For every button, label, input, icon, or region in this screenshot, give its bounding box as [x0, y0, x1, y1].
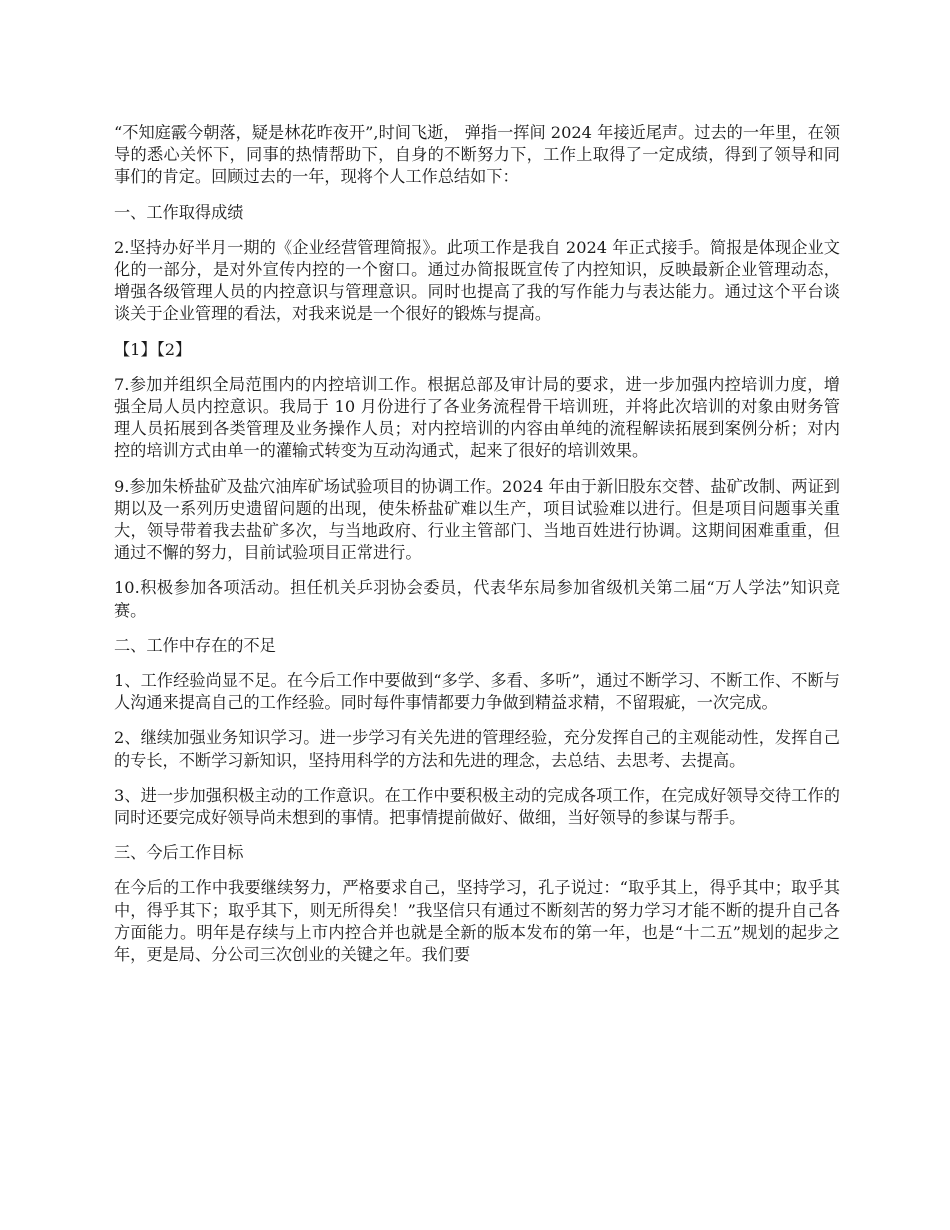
- paragraph-goals: 在今后的工作中我要继续努力，严格要求自己，坚持学习，孔子说过：“取乎其上，得乎其中；取乎其中，得乎其下；取乎其下，则无所得矣！”我坚信只有通过不断刻苦的努力学习才能不断的提升自己各方面能力。明年是存续与上市内控合并也就是全新的版本发布的第一年，也是“十二五”规划的起步之年，更是局、分公司三次创业的关键之年。我们要: [114, 878, 840, 965]
- paragraph-item-9: 9.参加朱桥盐矿及盐穴油库矿场试验项目的协调工作。2024 年由于新旧股东交替、盐矿改制、两证到期以及一系列历史遗留问题的出现，使朱桥盐矿难以生产，项目试验难以进行。但是项目问题事关重大，领导带着我去盐矿多次，与当地政府、行业主管部门、当地百姓进行协调。这期间困难重重，但通过不懈的努力，目前试验项目正常进行。: [114, 476, 840, 563]
- paragraph-item-2: 2.坚持办好半月一期的《企业经营管理简报》。此项工作是我自 2024 年正式接手。简报是体现企业文化的一部分，是对外宣传内控的一个窗口。通过办简报既宣传了内控知识，反映最新企业管理动态，增强各级管理人员的内控意识与管理意识。同时也提高了我的写作能力与表达能力。通过这个平台谈谈关于企业管理的看法，对我来说是一个很好的锻炼与提高。: [114, 237, 840, 324]
- paragraph-shortcoming-1: 1、工作经验尚显不足。在今后工作中要做到“多学、多看、多听”，通过不断学习、不断工作、不断与人沟通来提高自己的工作经验。同时每件事情都要力争做到精益求精，不留瑕疵，一次完成。: [114, 671, 840, 713]
- section-heading-shortcomings: 二、工作中存在的不足: [114, 635, 276, 655]
- paragraph-shortcoming-2: 2、继续加强业务知识学习。进一步学习有关先进的管理经验，充分发挥自己的主观能动性，发挥自己的专长，不断学习新知识，坚持用科学的方法和先进的理念，去总结、去思考、去提高。: [114, 728, 840, 770]
- paragraph-page-markers: 【1】【2】: [114, 339, 192, 359]
- paragraph-item-7: 7.参加并组织全局范围内的内控培训工作。根据总部及审计局的要求，进一步加强内控培训力度，增强全局人员内控意识。我局于 10 月份进行了各业务流程骨干培训班，并将此次培训的对象由财务管理人员拓展到各类管理及业务操作人员；对内控培训的内容由单纯的流程解读拓展到案例分析；对内控的培训方式由单一的灌输式转变为互动沟通式，起来了很好的培训效果。: [114, 374, 840, 461]
- paragraph-item-10: 10.积极参加各项活动。担任机关乒羽协会委员，代表华东局参加省级机关第二届“万人学法”知识竞赛。: [114, 578, 840, 620]
- section-heading-achievements: 一、工作取得成绩: [114, 202, 244, 222]
- paragraph-shortcoming-3: 3、进一步加强积极主动的工作意识。在工作中要积极主动的完成各项工作，在完成好领导交待工作的同时还要完成好领导尚未想到的事情。把事情提前做好、做细，当好领导的参谋与帮手。: [114, 785, 840, 828]
- document-body: [114, 122, 840, 979]
- intro-paragraph: “不知庭霰今朝落，疑是林花昨夜开”,时间飞逝， 弹指一挥间 2024 年接近尾声。过去的一年里，在领导的悉心关怀下，同事的热情帮助下，自身的不断努力下，工作上取得了一定成绩，得到了领导和同事们的肯定。回顾过去的一年，现将个人工作总结如下：: [114, 123, 840, 187]
- section-heading-goals: 三、今后工作目标: [114, 843, 244, 863]
